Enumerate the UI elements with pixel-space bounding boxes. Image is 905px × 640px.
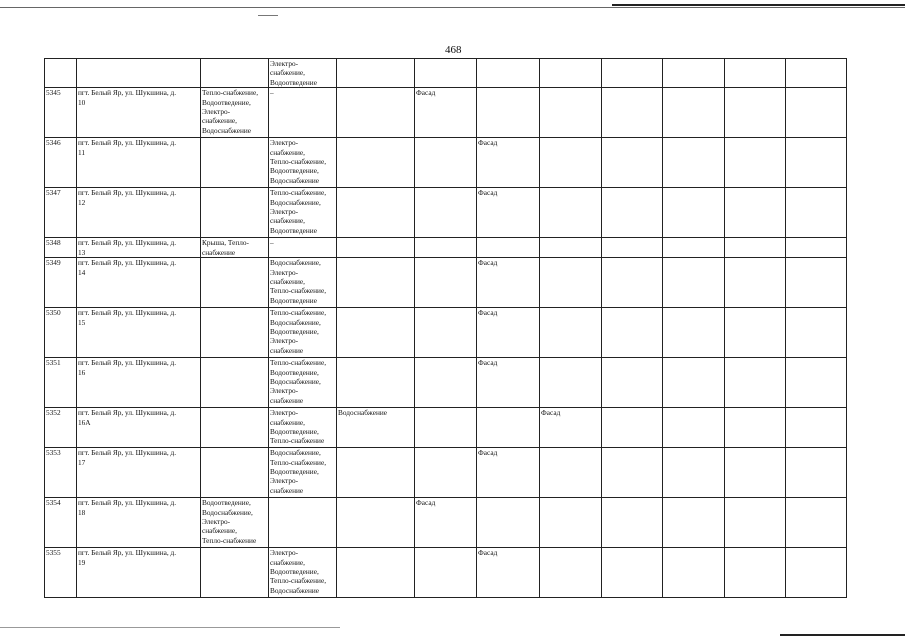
cell-col3: Электро- снабжение, Водоотведение, Тепло-снабжение bbox=[270, 408, 325, 446]
empty-cell bbox=[602, 548, 663, 598]
empty-cell bbox=[663, 408, 725, 448]
cell-address: пгт. Белый Яр, ул. Шукшина, д. 14 bbox=[78, 258, 177, 277]
cell-col3: Электро- снабжение, Тепло-снабжение, Водоотведение, Водоснабжение bbox=[270, 138, 327, 185]
cell-row-number: 5351 bbox=[46, 358, 61, 368]
cell-address: пгт. Белый Яр, ул. Шукшина, д. 10 bbox=[78, 88, 177, 107]
data-table bbox=[44, 58, 847, 598]
cell-row-number: 5345 bbox=[46, 88, 61, 98]
cell-row-number: 5353 bbox=[46, 448, 61, 458]
empty-cell bbox=[786, 188, 847, 238]
cell-col6: Фасад bbox=[478, 138, 498, 148]
empty-cell bbox=[786, 448, 847, 498]
cell-col3: Тепло-снабжение, Водоснабжение, Электро- снабжение, Водоотведение bbox=[270, 188, 327, 235]
page-number: 468 bbox=[445, 44, 462, 56]
empty-cell bbox=[663, 258, 725, 308]
cell-address: пгт. Белый Яр, ул. Шукшина, д. 16 bbox=[78, 358, 177, 377]
cell-address: пгт. Белый Яр, ул. Шукшина, д. 11 bbox=[78, 138, 177, 157]
cell-row-number: 5354 bbox=[46, 498, 61, 508]
cell-row-number: 5348 bbox=[46, 238, 61, 248]
cell-row-number: 5349 bbox=[46, 258, 61, 268]
empty-cell bbox=[786, 238, 847, 258]
table-row bbox=[45, 408, 847, 448]
cell-col6: Фасад bbox=[478, 548, 498, 558]
empty-cell bbox=[725, 308, 786, 358]
empty-cell bbox=[725, 408, 786, 448]
empty-cell bbox=[663, 548, 725, 598]
empty-cell bbox=[663, 308, 725, 358]
empty-cell bbox=[786, 138, 847, 188]
cell-address: пгт. Белый Яр, ул. Шукшина, д. 13 bbox=[78, 238, 177, 257]
cell-col6: Фасад bbox=[478, 448, 498, 458]
empty-cell bbox=[602, 138, 663, 188]
empty-cell bbox=[786, 258, 847, 308]
empty-cell bbox=[725, 358, 786, 408]
empty-cell bbox=[786, 88, 847, 138]
empty-cell bbox=[602, 358, 663, 408]
cell-col2: Водоотведение, Водоснабжение, Электро- снабжение, Тепло-снабжение bbox=[202, 498, 257, 545]
cell-col6: Фасад bbox=[478, 258, 498, 268]
empty-cell bbox=[602, 308, 663, 358]
cell-row-number: 5347 bbox=[46, 188, 61, 198]
cell-col3: – bbox=[270, 238, 274, 248]
cell-col5: Фасад bbox=[416, 88, 436, 98]
empty-cell bbox=[725, 498, 786, 548]
empty-cell bbox=[786, 498, 847, 548]
empty-cell bbox=[725, 188, 786, 238]
empty-cell bbox=[602, 88, 663, 138]
table-row bbox=[45, 188, 847, 238]
cell-col3: Тепло-снабжение, Водоотведение, Водоснабжение, Электро- снабжение bbox=[270, 358, 327, 405]
empty-cell bbox=[725, 238, 786, 258]
empty-cell bbox=[602, 498, 663, 548]
empty-cell bbox=[786, 358, 847, 408]
table-row bbox=[45, 238, 847, 258]
empty-cell bbox=[602, 188, 663, 238]
table-row bbox=[45, 358, 847, 408]
cell-row-number: 5352 bbox=[46, 408, 61, 418]
table-row-top bbox=[45, 59, 847, 88]
empty-cell bbox=[663, 448, 725, 498]
cell-col3: Электро- снабжение, Водоотведение, Тепло-снабжение, Водоснабжение bbox=[270, 548, 327, 595]
table-row bbox=[45, 88, 847, 138]
empty-cell bbox=[663, 238, 725, 258]
table-row bbox=[45, 308, 847, 358]
cell-col5: Фасад bbox=[416, 498, 436, 508]
empty-cell bbox=[663, 188, 725, 238]
table-row bbox=[45, 138, 847, 188]
cell-address: пгт. Белый Яр, ул. Шукшина, д. 19 bbox=[78, 548, 177, 567]
empty-cell bbox=[602, 448, 663, 498]
cell-col4: Водоснабжение bbox=[338, 408, 387, 418]
cell-col3: Водоснабжение, Электро- снабжение, Тепло-снабжение, Водоотведение bbox=[270, 258, 327, 305]
cell-address: пгт. Белый Яр, ул. Шукшина, д. 16А bbox=[78, 408, 177, 427]
empty-cell bbox=[602, 258, 663, 308]
cell-row-number: 5355 bbox=[46, 548, 61, 558]
empty-cell bbox=[663, 498, 725, 548]
cell-col3: – bbox=[270, 88, 274, 98]
empty-cell bbox=[786, 548, 847, 598]
empty-cell bbox=[602, 238, 663, 258]
cell-address: пгт. Белый Яр, ул. Шукшина, д. 12 bbox=[78, 188, 177, 207]
scan-artifact-line bbox=[612, 4, 905, 6]
cell-col2: Крыша, Тепло- снабжение bbox=[202, 238, 249, 257]
empty-cell bbox=[663, 138, 725, 188]
cell-col3: Тепло-снабжение, Водоснабжение, Водоотведение, Электро- снабжение bbox=[270, 308, 327, 355]
table-row bbox=[45, 448, 847, 498]
empty-cell bbox=[786, 308, 847, 358]
empty-cell bbox=[663, 88, 725, 138]
cell-col6: Фасад bbox=[478, 358, 498, 368]
empty-cell bbox=[725, 548, 786, 598]
empty-cell bbox=[725, 88, 786, 138]
scan-artifact-line bbox=[0, 7, 905, 8]
cell-col7: Фасад bbox=[541, 408, 561, 418]
cell-address: пгт. Белый Яр, ул. Шукшина, д. 17 bbox=[78, 448, 177, 467]
cell-address: пгт. Белый Яр, ул. Шукшина, д. 18 bbox=[78, 498, 177, 517]
empty-cell bbox=[725, 138, 786, 188]
cell-col6: Фасад bbox=[478, 188, 498, 198]
empty-cell bbox=[663, 358, 725, 408]
table-row bbox=[45, 498, 847, 548]
cell-row-number: 5346 bbox=[46, 138, 61, 148]
cell-address: пгт. Белый Яр, ул. Шукшина, д. 15 bbox=[78, 308, 177, 327]
table-row bbox=[45, 548, 847, 598]
empty-cell bbox=[725, 258, 786, 308]
table-row bbox=[45, 258, 847, 308]
empty-cell bbox=[725, 448, 786, 498]
cell-col3: Водоснабжение, Тепло-снабжение, Водоотведение, Электро- снабжение bbox=[270, 448, 327, 495]
cell-col6: Фасад bbox=[478, 308, 498, 318]
empty-cell bbox=[602, 408, 663, 448]
cell-row-number: 5350 bbox=[46, 308, 61, 318]
scan-artifact-line bbox=[258, 15, 278, 16]
empty-cell bbox=[786, 408, 847, 448]
cell-col3: Электро- снабжение, Водоотведение bbox=[270, 59, 317, 87]
cell-col2: Тепло-снабжение, Водоотведение, Электро- снабжение, Водоснабжение bbox=[202, 88, 259, 135]
scan-artifact-line bbox=[0, 627, 340, 628]
scan-artifact-line bbox=[780, 634, 905, 636]
